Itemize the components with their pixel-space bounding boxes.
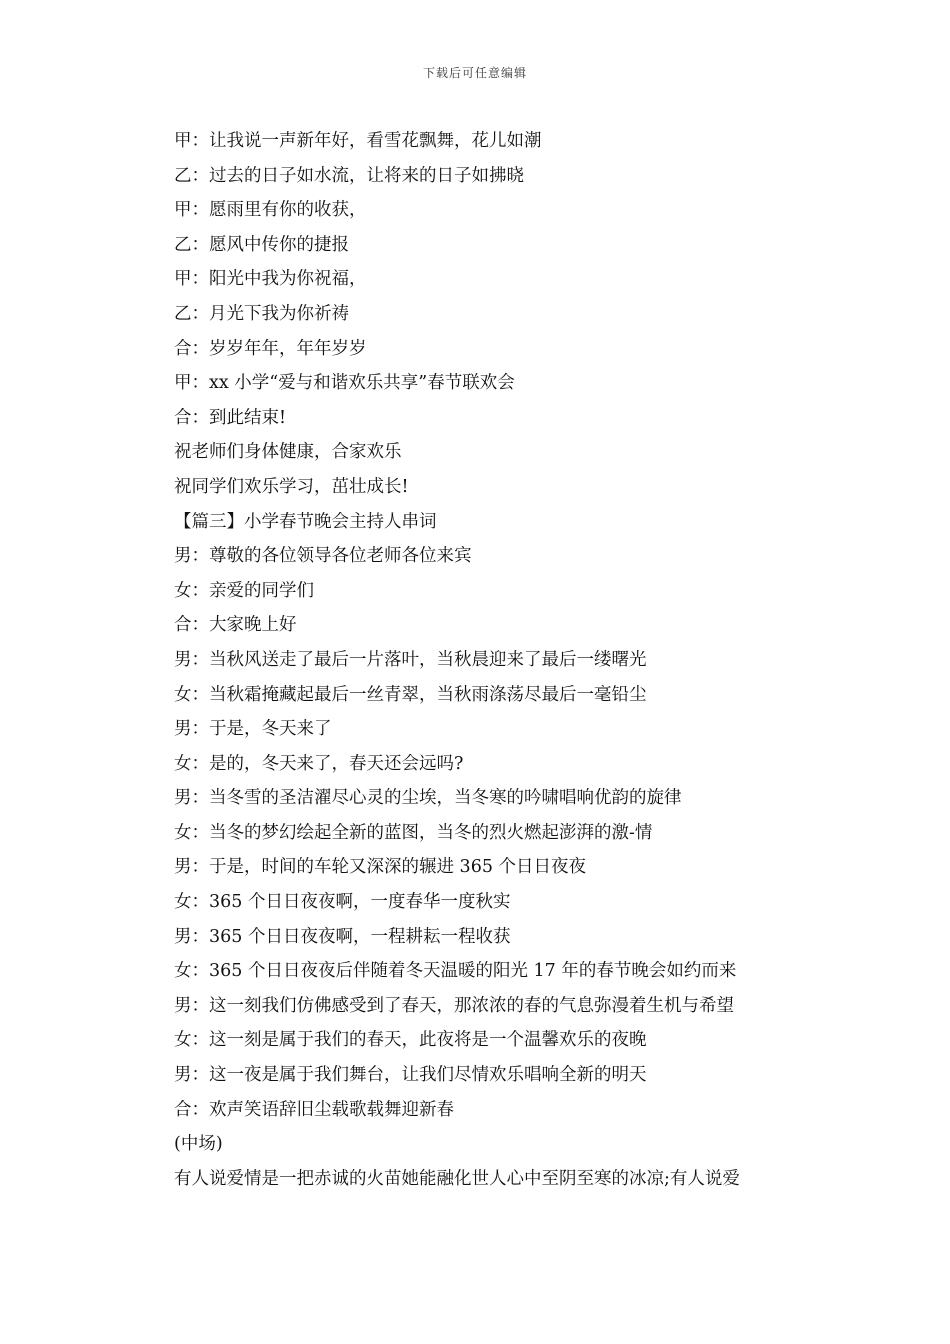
text-line: (中场)	[174, 1134, 223, 1155]
page-header: 下载后可任意编辑	[422, 66, 527, 80]
text-line: 男：这一夜是属于我们舞台，让我们尽情欢乐唱响全新的明天	[174, 1065, 647, 1086]
text-line: 有人说爱情是一把赤诚的火苗她能融化世人心中至阴至寒的冰凉;有人说爱	[174, 1168, 740, 1189]
text-line: 女：这一刻是属于我们的春天，此夜将是一个温馨欢乐的夜晚	[174, 1030, 647, 1051]
text-line: 女：365 个日日夜夜啊，一度春华一度秋实	[174, 892, 511, 913]
text-line: 男：尊敬的各位领导各位老师各位来宾	[174, 546, 472, 567]
text-line: 女：是的，冬天来了，春天还会远吗?	[174, 753, 464, 774]
text-line: 合：到此结束!	[174, 407, 287, 428]
document-body	[174, 124, 834, 1196]
text-line: 男：这一刻我们仿佛感受到了春天，那浓浓的春的气息弥漫着生机与希望	[174, 995, 734, 1016]
text-line: 祝老师们身体健康，合家欢乐	[174, 442, 402, 463]
section-heading: 【篇三】小学春节晚会主持人串词	[174, 511, 437, 532]
text-line: 甲：阳光中我为你祝福，	[174, 269, 367, 290]
text-line: 男：当冬雪的圣洁濯尽心灵的尘埃，当冬寒的吟啸唱响优韵的旋律	[174, 788, 682, 809]
text-line: 甲：xx 小学“爱与和谐欢乐共享”春节联欢会	[174, 373, 515, 394]
text-line: 女：365 个日日夜夜后伴随着冬天温暖的阳光 17 年的春节晚会如约而来	[174, 961, 737, 982]
text-line: 乙：愿风中传你的捷报	[174, 234, 349, 255]
text-line: 祝同学们欢乐学习，茁壮成长!	[174, 476, 409, 497]
text-line: 乙：月光下我为你祈祷	[174, 303, 349, 324]
text-line: 男：当秋风送走了最后一片落叶，当秋晨迎来了最后一缕曙光	[174, 649, 647, 670]
text-line: 乙：过去的日子如水流，让将来的日子如拂晓	[174, 165, 524, 186]
text-line: 女：亲爱的同学们	[174, 580, 314, 601]
text-line: 女：当冬的梦幻绘起全新的蓝图，当冬的烈火燃起澎湃的激-情	[174, 822, 653, 843]
text-line: 男：于是，冬天来了	[174, 719, 332, 740]
text-line: 合：岁岁年年，年年岁岁	[174, 338, 367, 359]
text-line: 甲：愿雨里有你的收获，	[174, 200, 367, 221]
text-line: 甲：让我说一声新年好，看雪花飘舞，花儿如潮	[174, 131, 542, 151]
text-line: 男：365 个日日夜夜啊，一程耕耘一程收获	[174, 926, 511, 947]
text-line: 男：于是，时间的车轮又深深的辗进 365 个日日夜夜	[174, 857, 587, 878]
text-line: 合：欢声笑语辞旧尘载歌载舞迎新春	[174, 1099, 454, 1120]
text-line: 女：当秋霜掩藏起最后一丝青翠，当秋雨涤荡尽最后一毫铅尘	[174, 684, 647, 705]
text-line: 合：大家晚上好	[174, 615, 297, 636]
